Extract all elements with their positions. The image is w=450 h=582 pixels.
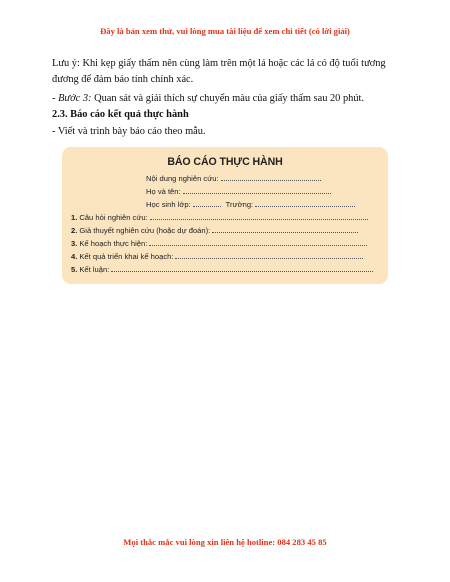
dotted-line — [212, 226, 358, 233]
report-field-name-label: Họ và tên: — [146, 187, 181, 196]
report-field-class-school — [146, 200, 355, 209]
step-3-text: Quan sát và giải thích sự chuyển màu của giấy thấm sau 20 phút. — [91, 92, 365, 104]
preview-banner: Đây là bản xem thử, vui lòng mua tài liệu để xem chi tiết (có lời giải) — [100, 26, 350, 36]
report-field-school-label: Trường: — [225, 200, 254, 209]
report-item-4 — [71, 252, 363, 261]
hotline-banner: Mọi thắc mắc vui lòng xin liên hệ hotline: 084 283 45 85 — [123, 537, 327, 547]
dotted-line — [149, 239, 367, 246]
dotted-line — [221, 174, 321, 181]
report-title: BÁO CÁO THỰC HÀNH — [167, 156, 283, 168]
report-item-label: Kế hoạch thực hiện: — [79, 239, 148, 248]
dotted-line — [255, 200, 355, 207]
report-item-number: 2. — [71, 226, 78, 235]
dotted-line — [193, 200, 221, 207]
report-item-5 — [71, 265, 373, 274]
report-item-3 — [71, 239, 367, 248]
dotted-line — [183, 187, 331, 194]
document-body — [52, 56, 402, 140]
report-item-number: 3. — [71, 239, 78, 248]
step-3-prefix: - — [52, 92, 59, 104]
report-item-label: Kết luận: — [79, 265, 110, 274]
report-item-label: Câu hỏi nghiên cứu: — [79, 213, 148, 222]
report-item-1 — [71, 213, 368, 222]
report-field-class-label: Học sinh lớp: — [146, 200, 191, 209]
report-item-number: 1. — [71, 213, 78, 222]
report-item-number: 4. — [71, 252, 78, 261]
dotted-line — [111, 265, 373, 272]
dotted-line — [175, 252, 363, 259]
step-3-line — [52, 91, 402, 107]
dotted-line — [150, 213, 368, 220]
report-template-box — [62, 147, 388, 284]
report-item-number: 5. — [71, 265, 78, 274]
report-item-2 — [71, 226, 358, 235]
report-field-name — [146, 187, 331, 196]
report-item-label: Giả thuyết nghiên cứu (hoặc dự đoán): — [79, 226, 211, 235]
report-item-label: Kết quả triển khai kế hoạch: — [79, 252, 174, 261]
report-field-topic-label: Nội dung nghiên cứu: — [146, 174, 219, 183]
step-3-label: Bước 3: — [58, 92, 92, 104]
note-paragraph: Lưu ý: Khi kẹp giấy thấm nên cùng làm trên một lá hoặc các lá có độ tuổi tương đương để đảm bảo tính chính xác. — [52, 58, 386, 86]
section-instruction: - Viết và trình bày báo cáo theo mẫu. — [52, 125, 206, 137]
section-heading: 2.3. Báo cáo kết quả thực hành — [52, 109, 189, 121]
report-field-topic — [146, 174, 321, 183]
